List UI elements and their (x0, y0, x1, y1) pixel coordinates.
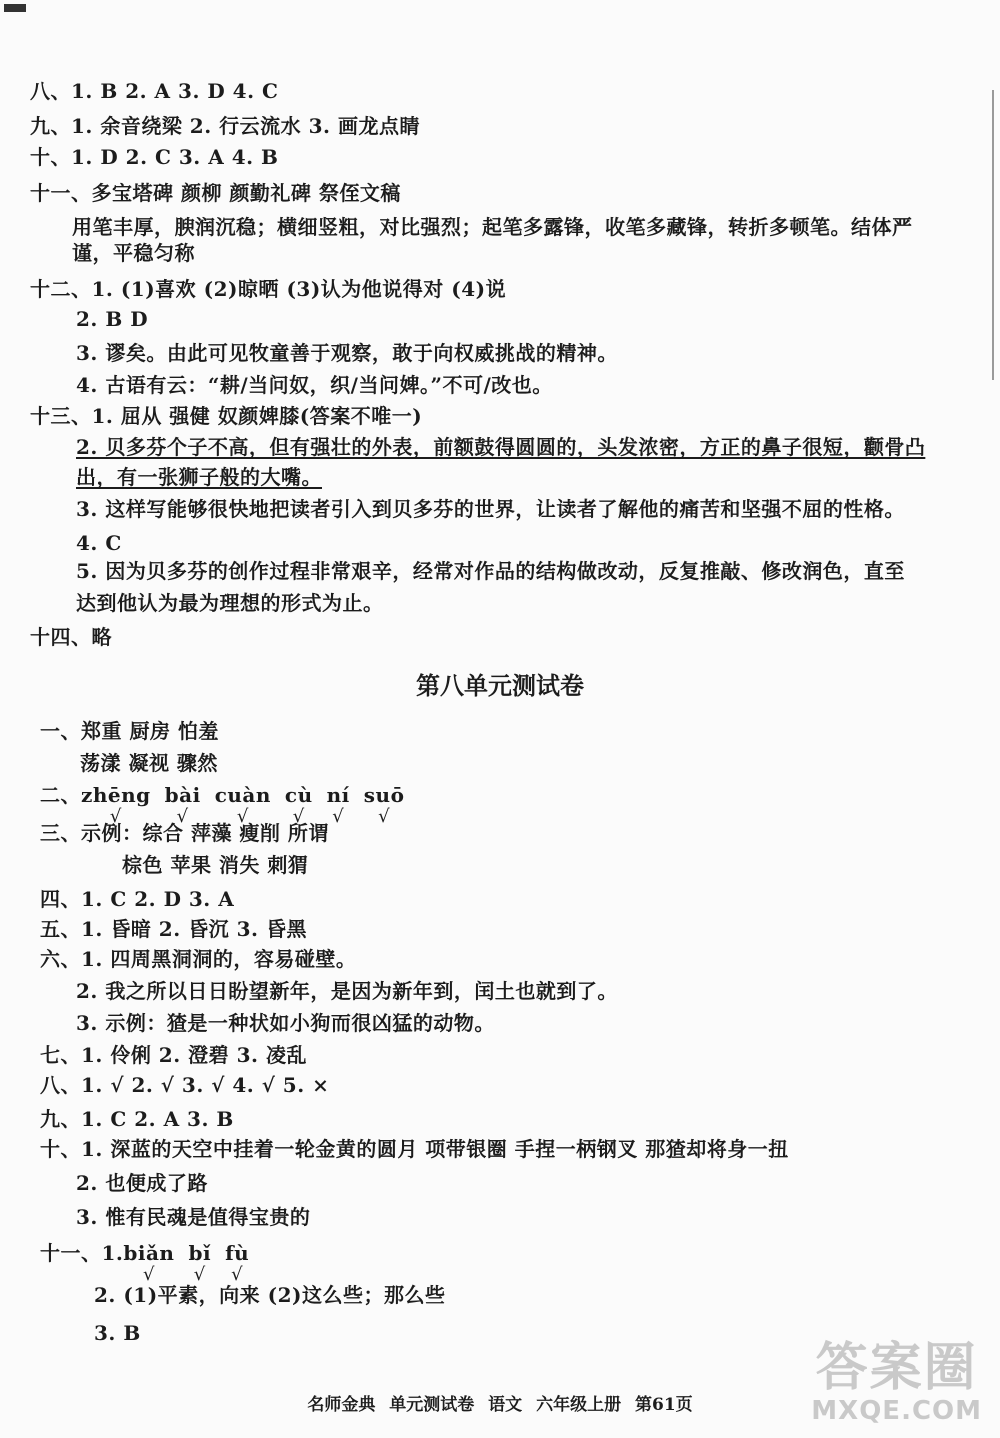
answer-line: 4. 古语有云：“耕/当问奴，织/当问婢。”不可/改也。 (76, 373, 553, 397)
pinyin-item (225, 1240, 250, 1285)
scan-corner-mark (4, 4, 26, 12)
check-mark: √ (142, 1264, 155, 1285)
check-mark: √ (193, 1264, 206, 1285)
pinyin-text: bài (164, 783, 201, 807)
answer-line: 2. (1)平素，向来 (2)这么些；那么些 (94, 1283, 446, 1307)
answer-line: 七、1. 伶俐 2. 澄碧 3. 凌乱 (40, 1043, 307, 1067)
pinyin-text: ní (326, 783, 350, 807)
pinyin-item (363, 782, 405, 827)
answer-line: 荡漾 凝视 骤然 (80, 751, 218, 775)
answer-line: 四、1. C 2. D 3. A (40, 887, 235, 911)
check-mark: √ (236, 806, 249, 827)
check-mark: √ (292, 806, 305, 827)
answer-line: 八、1. B 2. A 3. D 4. C (30, 79, 279, 103)
page-footer: 名师金典 单元测试卷 语文 六年级上册 第61页 (307, 1395, 693, 1415)
pinyin-text: cuàn (214, 783, 271, 807)
answer-line: 4. C (76, 531, 122, 555)
pinyin-item (81, 782, 151, 827)
answer-line: 九、1. 余音绕梁 2. 行云流水 3. 画龙点睛 (30, 114, 420, 138)
answer-line: 5. 因为贝多芬的创作过程非常艰辛，经常对作品的结构做改动，反复推敲、修改润色，直至 (76, 559, 905, 583)
answer-line: 三、示例：综合 萍藻 瘦削 所谓 (40, 821, 329, 845)
answer-line: 一、郑重 厨房 怕羞 (40, 719, 219, 743)
scan-edge-line (992, 90, 994, 380)
answer-line: 八、1. √ 2. √ 3. √ 4. √ 5. × (40, 1073, 330, 1097)
pinyin-item (326, 782, 350, 827)
watermark-url: MXQE.COM (811, 1396, 982, 1426)
question-number: 十一、1. (40, 1241, 124, 1265)
answer-line: 达到他认为最为理想的形式为止。 (76, 591, 384, 615)
pinyin-text: fù (225, 1241, 250, 1265)
pinyin-text: bǐ (188, 1241, 212, 1265)
section-title: 第八单元测试卷 (416, 671, 584, 700)
check-mark: √ (109, 806, 122, 827)
answer-line: 十一、多宝塔碑 颜柳 颜勤礼碑 祭侄文稿 (30, 181, 401, 205)
answer-line-underlined: 出，有一张狮子般的大嘴。 (76, 465, 322, 489)
answer-line: 用笔丰厚，腴润沉稳；横细竖粗，对比强烈；起笔多露锋，收笔多藏锋，转折多顿笔。结体严 (72, 215, 913, 239)
question-number: 二、 (40, 783, 81, 807)
pinyin-text: zhēng (81, 783, 151, 807)
answer-line: 2. 我之所以日日盼望新年，是因为新年到，闰土也就到了。 (76, 979, 618, 1003)
answer-line: 2. B D (76, 307, 149, 331)
watermark-logo (811, 1340, 982, 1426)
pinyin-item (188, 1240, 212, 1285)
answer-line: 3. B (94, 1321, 141, 1345)
pinyin-text: biǎn (123, 1241, 175, 1265)
answer-line: 九、1. C 2. A 3. B (40, 1107, 234, 1131)
pinyin-row (123, 1241, 263, 1285)
answer-line: 十四、略 (30, 625, 112, 649)
check-mark: √ (332, 806, 345, 827)
check-mark: √ (231, 1264, 244, 1285)
answer-line: 3. 这样写能够很快地把读者引入到贝多芬的世界，让读者了解他的痛苦和坚强不屈的性格。 (76, 497, 905, 521)
pinyin-item (214, 782, 271, 827)
answer-line: 棕色 苹果 消失 刺猬 (122, 853, 309, 877)
answer-line: 十、1. D 2. C 3. A 4. B (30, 145, 279, 169)
check-mark: √ (176, 806, 189, 827)
answer-line-underlined: 2. 贝多芬个子不高，但有强壮的外表，前额鼓得圆圆的，头发浓密，方正的鼻子很短，颧骨凸 (76, 435, 926, 459)
pinyin-row (81, 783, 418, 827)
check-mark: √ (378, 806, 391, 827)
pinyin-answer-line (40, 782, 418, 827)
answer-line: 十二、1. (1)喜欢 (2)晾晒 (3)认为他说得对 (4)说 (30, 277, 507, 301)
pinyin-item (123, 1240, 175, 1285)
answer-line: 十三、1. 屈从 强健 奴颜婢膝(答案不唯一) (30, 404, 423, 428)
watermark-text: 答案圈 (815, 1338, 978, 1398)
answer-line: 五、1. 昏暗 2. 昏沉 3. 昏黑 (40, 917, 307, 941)
answer-line: 3. 示例：猹是一种状如小狗而很凶猛的动物。 (76, 1011, 495, 1035)
answer-line: 谨，平稳匀称 (72, 241, 195, 265)
pinyin-text: suō (363, 783, 405, 807)
answer-line: 2. 也便成了路 (76, 1171, 208, 1195)
pinyin-item (164, 782, 201, 827)
answer-line: 十、1. 深蓝的天空中挂着一轮金黄的圆月 项带银圈 手捏一柄钢叉 那猹却将身一扭 (40, 1137, 789, 1161)
pinyin-item (284, 782, 313, 827)
answer-line: 六、1. 四周黑洞洞的，容易碰壁。 (40, 947, 357, 971)
pinyin-text: cù (284, 783, 313, 807)
answer-line: 3. 谬矣。由此可见牧童善于观察，敢于向权威挑战的精神。 (76, 341, 618, 365)
pinyin-answer-line (40, 1240, 263, 1285)
answer-line: 3. 惟有民魂是值得宝贵的 (76, 1205, 311, 1229)
